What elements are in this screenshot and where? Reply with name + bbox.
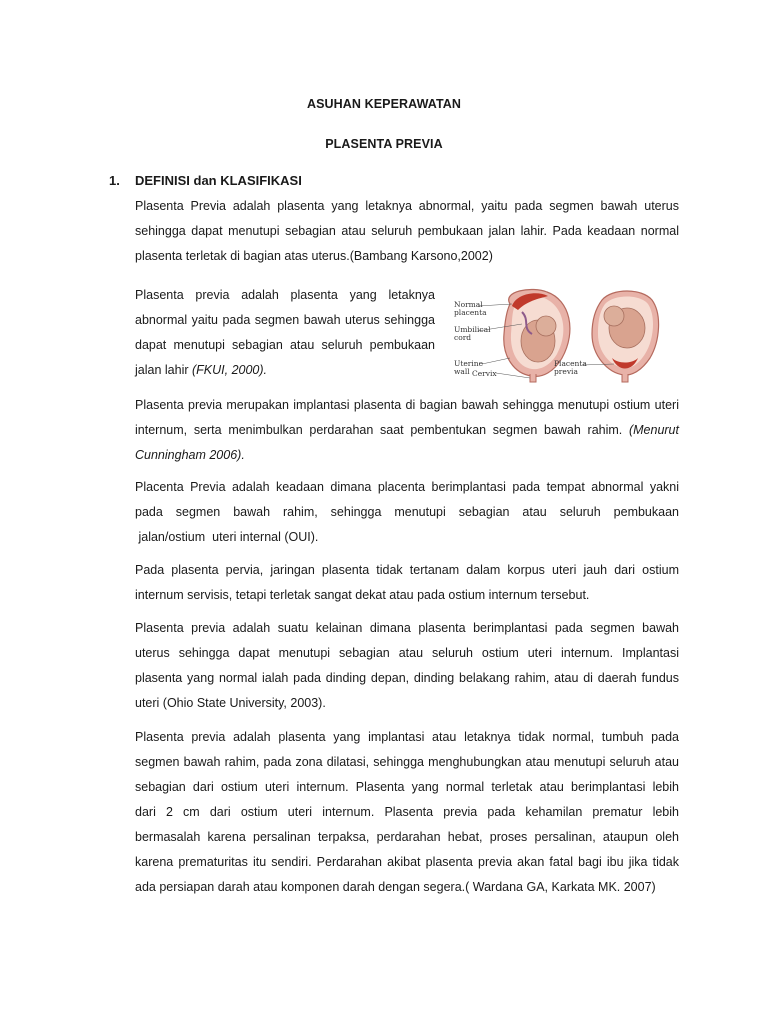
paragraph-4: [135, 475, 679, 550]
paragraph-line: Plasenta Previa adalah plasenta yang letaknya abnormal, yaitu pada segmen bawah uterus: [135, 199, 679, 213]
paragraph-6: [135, 616, 679, 716]
label-uterine-wall: Uterine wall: [454, 359, 484, 376]
paragraph-line: [135, 418, 679, 443]
paragraph-line: plasenta yang normal ialah pada dinding depan, dinding belakang rahim, atau di daerah fundus: [135, 671, 679, 685]
paragraph-line: [135, 358, 435, 383]
paragraph-1: [135, 194, 679, 269]
label-normal-placenta: Normal placenta: [454, 300, 487, 317]
section-heading: [109, 173, 302, 188]
previa-uterus-figure: [592, 291, 659, 382]
paragraph-line: pada segmen bawah rahim, sehingga menutupi sebagian atau seluruh pembukaan: [135, 505, 679, 519]
paragraph-5: [135, 558, 679, 608]
document-title: ASUHAN KEPERAWATAN: [306, 97, 462, 111]
paragraph-line: jalan/ostium uteri internal (OUI).: [135, 530, 319, 544]
section-number: 1.: [109, 173, 120, 188]
citation: (FKUI, 2000).: [191, 363, 268, 377]
paragraph-line: dari 2 cm dari ostium uteri internum. Plasenta previa pada kehamilan prematur lebih: [135, 805, 679, 819]
paragraph-line: Placenta Previa adalah keadaan dimana placenta berimplantasi pada tempat abnormal yakni: [135, 480, 679, 494]
label-cervix: Cervix: [472, 369, 497, 378]
paragraph-text: jalan lahir: [135, 363, 192, 377]
paragraph-2: [135, 283, 435, 383]
paragraph-text: internum, serta menimbulkan perdarahan saat pembentukan segmen bawah rahim.: [135, 423, 629, 437]
paragraph-line: internum servisis, tetapi terletak sangat dekat atau pada ostium internum tersebut.: [135, 588, 590, 602]
paragraph-line: sebagian dari ostium uteri internum. Plasenta yang normal terletak atau berimplantasi lebih: [135, 780, 679, 794]
paragraph-3: [135, 393, 679, 468]
label-placenta-previa: Placenta previa: [554, 359, 587, 376]
paragraph-line: segmen bawah rahim, pada zona dilatasi, sehingga menghubungkan atau menutupi seluruh atau: [135, 755, 679, 769]
document-subtitle: PLASENTA PREVIA: [325, 137, 443, 151]
paragraph-line: [135, 443, 679, 468]
paragraph-line: Plasenta previa adalah suatu kelainan dimana plasenta berimplantasi pada segmen bawah: [135, 621, 679, 635]
paragraph-line: karena prematuritas itu sendiri. Perdarahan akibat plasenta previa akan fatal bagi ibu jika tidak: [135, 855, 679, 869]
paragraph-line: Pada plasenta pervia, jaringan plasenta tidak tertanam dalam korpus uteri jauh dari ostium: [135, 563, 679, 577]
paragraph-line: dapat menutupi sebagian atau seluruh pembukaan: [135, 338, 435, 352]
paragraph-line: sehingga dapat menutupi sebagian atau seluruh pembukaan jalan lahir. Pada keadaan normal: [135, 224, 679, 238]
paragraph-line: Plasenta previa merupakan implantasi plasenta di bagian bawah sehingga menutupi ostium uteri: [135, 398, 679, 412]
paragraph-7: [135, 725, 679, 900]
paragraph-line: ada persiapan darah atau komponen darah dengan segera.( Wardana GA, Karkata MK. 2007): [135, 880, 656, 894]
paragraph-line: Plasenta previa adalah plasenta yang implantasi atau letaknya tidak normal, tumbuh pada: [135, 730, 679, 744]
paragraph-line: abnormal yaitu pada segmen bawah uterus sehingga: [135, 313, 435, 327]
citation: Cunningham 2006).: [135, 448, 245, 462]
placenta-illustration: [452, 286, 664, 386]
paragraph-line: plasenta terletak di bagian atas uterus.(Bambang Karsono,2002): [135, 249, 493, 263]
paragraph-line: uterus sehingga dapat menutupi sebagian atau seluruh ostium uteri internum. Implantasi: [135, 646, 679, 660]
paragraph-line: bermasalah karena persalinan terpaksa, perdarahan hebat, proses persalinan, ataupun oleh: [135, 830, 679, 844]
paragraph-line: uteri (Ohio State University, 2003).: [135, 696, 326, 710]
label-umbilical-cord: Umbilical cord: [454, 325, 491, 342]
section-label: DEFINISI dan KLASIFIKASI: [135, 173, 302, 188]
paragraph-line: Plasenta previa adalah plasenta yang letaknya: [135, 288, 435, 302]
citation: (Menurut: [628, 423, 679, 437]
